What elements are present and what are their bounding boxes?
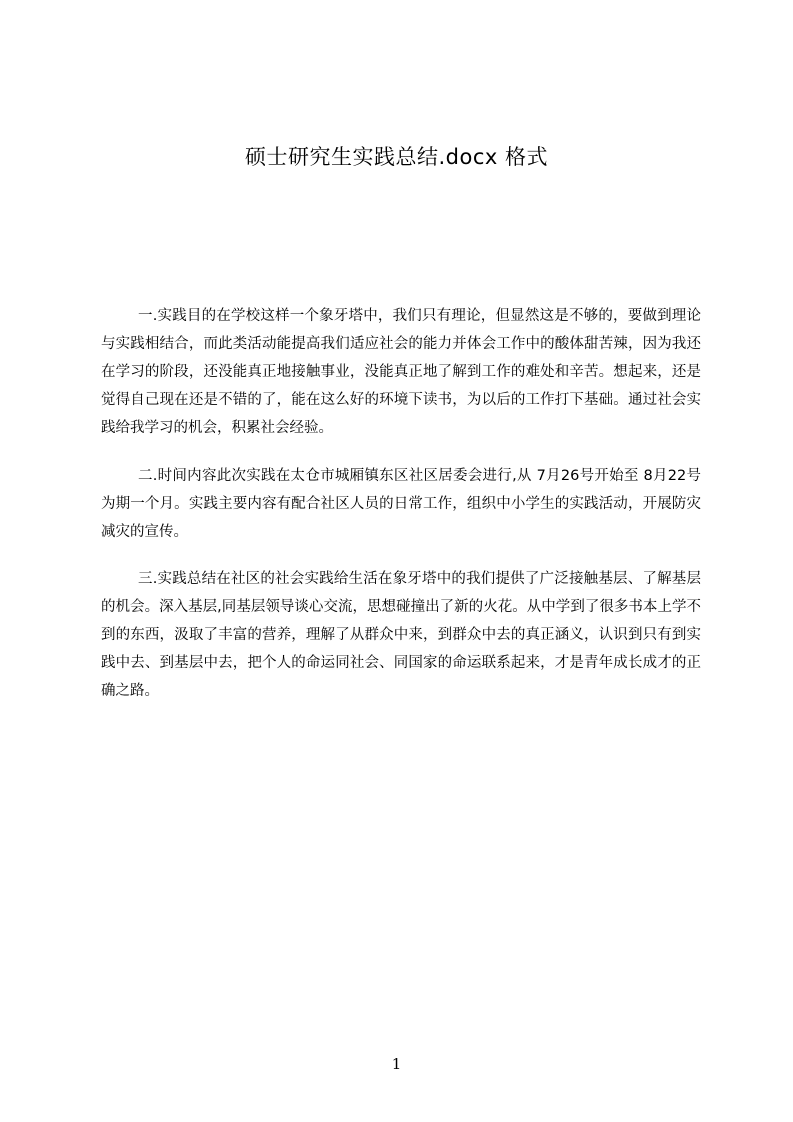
paragraph-practice-summary: 三.实践总结在社区的社会实践给生活在象牙塔中的我们提供了广泛接触基层、了解基层的机会。深入基层,同基层领导谈心交流，思想碰撞出了新的火花。从中学到了很多书本上学不到的东西，汲取了丰富的营养，理解了从群众中来，到群众中去的真正涵义，认识到只有到实践中去、到基层中去，把个人的命运同社会、同国家的命运联系起来，才是青年成长成才的正确之路。 [101,570,701,699]
document-title: 硕士研究生实践总结.docx 格式 [244,145,548,169]
page-number: 1 [391,1055,402,1073]
paragraph-time-content: 二.时间内容此次实践在太仓市城厢镇东区社区居委会进行,从 7月26号开始至 8月22号为期一个月。实践主要内容有配合社区人员的日常工作，组织中小学生的实践活动，开展防灾减灾的宣传。 [101,467,701,540]
paragraph-practice-purpose: 一.实践目的在学校这样一个象牙塔中，我们只有理论，但显然这是不够的，要做到理论与实践相结合，而此类活动能提高我们适应社会的能力并体会工作中的酸体甜苦辣，因为我还在学习的阶段，还没能真正地接触事业，没能真正地了解到工作的难处和辛苦。想起来，还是觉得自己现在还是不错的了，能在这么好的环境下读书，为以后的工作打下基础。通过社会实践给我学习的机会，积累社会经验。 [101,307,701,436]
